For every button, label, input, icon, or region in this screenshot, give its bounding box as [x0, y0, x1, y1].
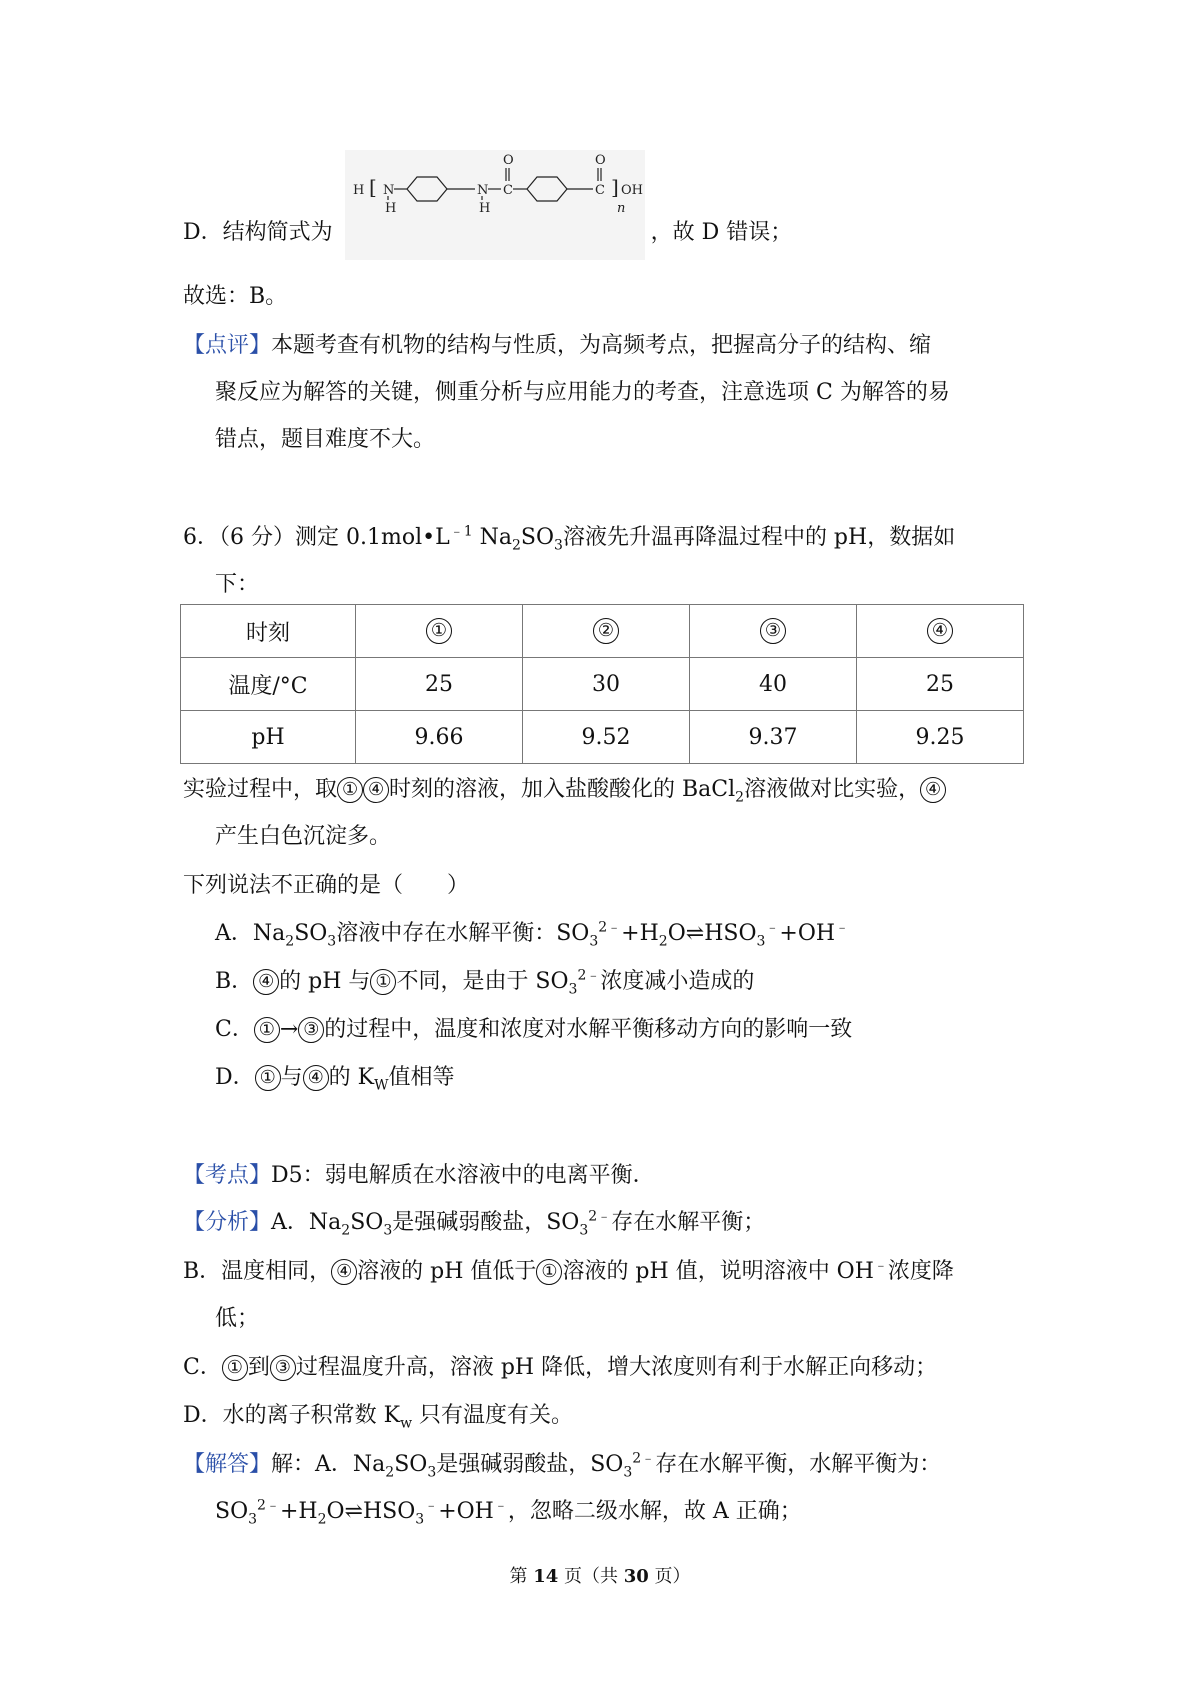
table-cell: 25 — [857, 658, 1024, 711]
option-b: B． ④ 的 pH 与 ① 不同，是由于 $SO_3^{2﹣}$浓度减小造成的 — [215, 967, 755, 998]
table-row — [181, 658, 1024, 711]
page-footer: 第 14 页（共 30 页） — [509, 1566, 691, 1587]
table-cell: ① — [356, 605, 523, 658]
table-cell: ② — [523, 605, 690, 658]
comment-tag: 【点评】 — [183, 333, 272, 358]
struct-c2: C — [595, 183, 605, 198]
table-cell: 9.66 — [356, 711, 523, 764]
struct-o2: O — [595, 153, 606, 168]
struct-c1: C — [503, 183, 513, 198]
struct-n-subscript: n — [617, 201, 626, 216]
answer-line: 故选：B。 — [183, 284, 288, 309]
option-d: D． ① 与 ④ 的 $K_W$值相等 — [215, 1065, 455, 1094]
ph-data-table — [180, 604, 1024, 764]
jieda-line-2: $SO_3^{2﹣}+H_2O\rightleftharpoons HSO_3^﹣+OH^﹣$，忽略二级水解，故 A 正确； — [215, 1497, 802, 1528]
svg-text:]: ] — [611, 175, 619, 199]
table-header-row — [181, 605, 1024, 658]
fenxi-line-b: B．温度相同， ④ 溶液的 pH 值低于 ① 溶液的 pH 值，说明溶液中 OH﹣浓度降 — [183, 1257, 954, 1284]
comment-line-2: 聚反应为解答的关键，侧重分析与应用能力的考查，注意选项 C 为解答的易 — [215, 380, 950, 405]
kaodian-line: 【考点】D5：弱电解质在水溶液中的电离平衡． — [183, 1163, 655, 1188]
question-prompt: 下列说法不正确的是（ ） — [183, 873, 470, 898]
table-cell: 25 — [356, 658, 523, 711]
option-a: A．$Na_2SO_3$溶液中存在水解平衡：$SO_3^{2﹣}+H_2O\rightleftharpoons HSO_3^﹣+OH^﹣$ — [215, 919, 850, 950]
table-cell: 时刻 — [181, 605, 356, 658]
comment-line-3: 错点，题目难度不大。 — [215, 427, 436, 452]
struct-h1: H — [385, 201, 397, 216]
struct-n2: N — [477, 183, 489, 198]
struct-h: H — [353, 183, 365, 198]
table-cell: ③ — [690, 605, 857, 658]
experiment-line-1: 实验过程中，取 ① ④ 时刻的溶液，加入盐酸酸化的 BaCl$_2$溶液做对比实验， ④ — [183, 774, 946, 806]
struct-h2: H — [479, 201, 491, 216]
fenxi-line-c: C． ① 到 ③ 过程温度升高，溶液 pH 降低，增大浓度则有利于水解正向移动； — [183, 1355, 938, 1380]
kaodian-tag: 【考点】 — [183, 1163, 272, 1188]
comment-line-1: 【点评】本题考查有机物的结构与性质，为高频考点，把握高分子的结构、缩 — [183, 333, 932, 358]
table-cell: 9.25 — [857, 711, 1024, 764]
jieda-tag: 【解答】 — [183, 1452, 272, 1477]
option-c: C． ① → ③ 的过程中，温度和浓度对水解平衡移动方向的影响一致 — [215, 1017, 853, 1042]
table-cell: 9.37 — [690, 711, 857, 764]
table-cell: 30 — [523, 658, 690, 711]
struct-oh: OH — [621, 183, 643, 198]
struct-n1: N — [383, 183, 395, 198]
table-cell: ④ — [857, 605, 1024, 658]
table-row — [181, 711, 1024, 764]
struct-o1: O — [503, 153, 514, 168]
option-d-structure-line: D．结构简式为 ，故 D 错误； — [183, 220, 793, 245]
fenxi-line-b-2: 低； — [215, 1306, 260, 1331]
experiment-line-2: 产生白色沉淀多。 — [215, 824, 392, 849]
table-cell: 9.52 — [523, 711, 690, 764]
table-cell: 40 — [690, 658, 857, 711]
fenxi-line-d: D．水的离子积常数 $K_w$ 只有温度有关。 — [183, 1403, 574, 1432]
fenxi-line-a: 【分析】A．$Na_2SO_3$是强碱弱酸盐，$SO_3^{2﹣}$存在水解平衡； — [183, 1208, 766, 1239]
fenxi-tag: 【分析】 — [183, 1210, 272, 1235]
jieda-line-1: 【解答】解：A．$Na_2SO_3$是强碱弱酸盐，$SO_3^{2﹣}$存在水解平衡，水解平衡为： — [183, 1450, 942, 1481]
svg-text:[: [ — [369, 175, 377, 199]
table-cell: pH — [181, 711, 356, 764]
question-6-stem-line-2: 下： — [215, 572, 260, 597]
table-cell: 温度/°C — [181, 658, 356, 711]
question-6-stem: 6．（6 分）测定 $0.1mol•L^{﹣1}$ $Na_2SO_3$溶液先升温再降温过程中的 pH，数据如 — [183, 523, 956, 554]
